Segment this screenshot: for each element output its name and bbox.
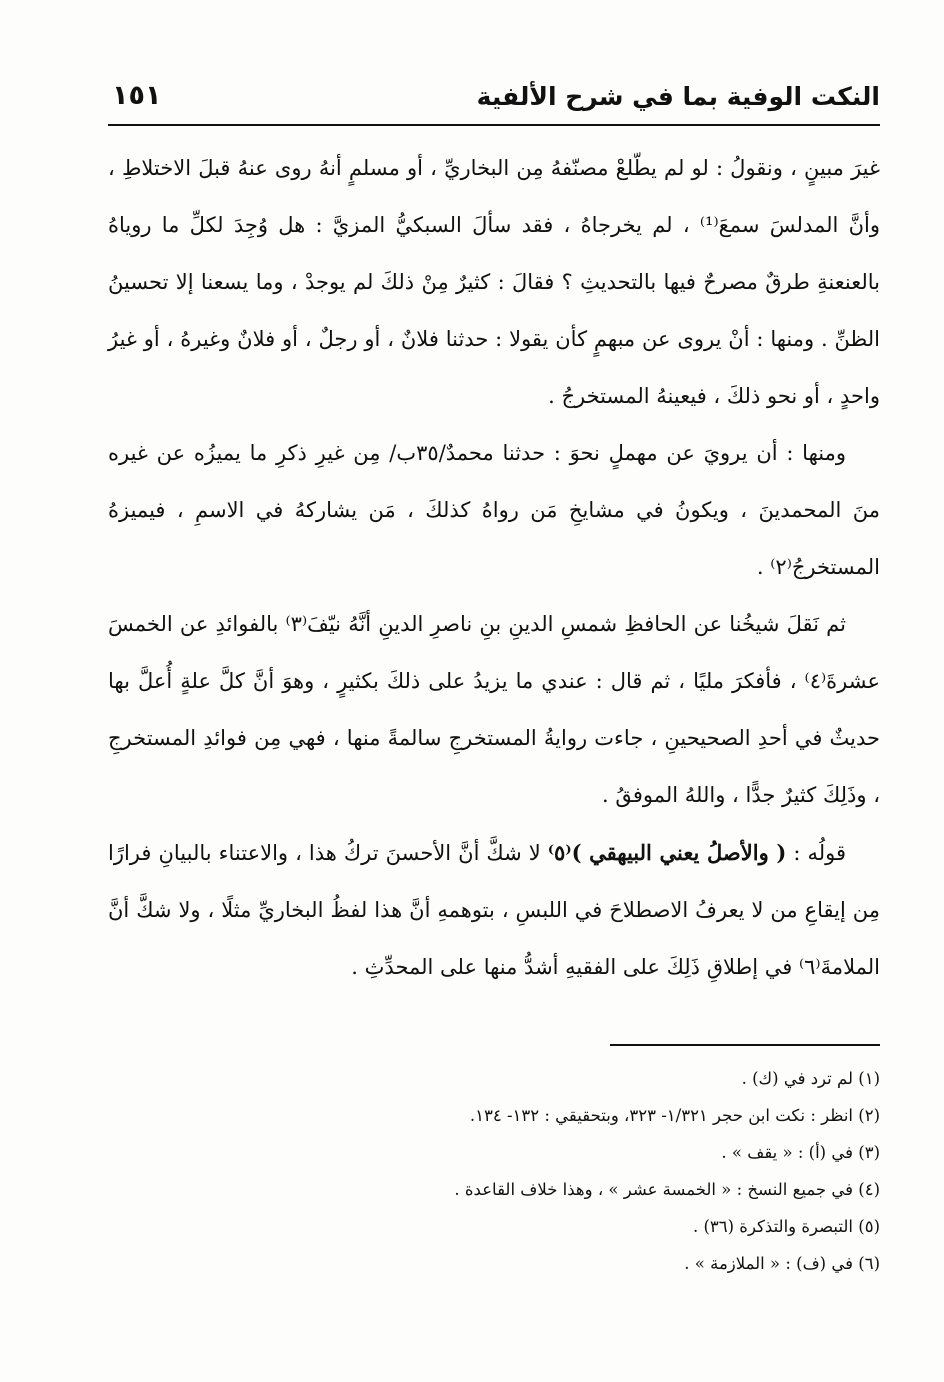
footnote-2: (٢) انظر : نكت ابن حجر ١/٣٢١- ٣٢٣، وبتحقيقي : ١٣٢- ١٣٤. xyxy=(469,1106,880,1125)
main-text xyxy=(108,140,880,996)
paragraph-4 xyxy=(108,824,880,996)
paragraph-3: ثم نَقلَ شيخُنا عن الحافظِ شمسِ الدينِ بنِ ناصرِ الدينِ أنَّهُ نيّفَ⁽٣⁾ بالفوائدِ عن الخمسَ عشرةَ⁽٤⁾ ، فأفكرَ مليًا ، ثم قال : عندي ما يزيدُ على ذلكَ بكثيرٍ ، وهوَ أنَّ كلَّ علةٍ أُعلَّ بها حديثٌ في أحدِ الصحيحينِ ، جاءت روايةُ المستخرجِ سالمةً منها ، فهي مِن فوائدِ المستخرجِ ، وذَلِكَ كثيرٌ جدًّا ، واللهُ الموفقُ . xyxy=(108,612,880,807)
footnote-3: (٣) في (أ) : « يقف » . xyxy=(721,1143,880,1162)
page-number: ١٥١ xyxy=(112,80,162,111)
footnote-separator xyxy=(610,1044,880,1046)
quoted-verse: ( والأصلُ يعني البيهقي )⁽٥⁾ xyxy=(547,840,787,865)
footnote-6: (٦) في (ف) : « الملازمة » . xyxy=(684,1254,880,1273)
footnote-5: (٥) التبصرة والتذكرة (٣٦) . xyxy=(692,1217,880,1236)
running-title: النكت الوفية بما في شرح الألفية xyxy=(476,82,880,111)
paragraph-4-rest: لا شكَّ أنَّ الأحسنَ تركُ هذا ، والاعتناء بالبيانِ فرارًا مِن إيقاعِ من لا يعرفُ الاصطلاحَ في اللبسِ ، بتوهمهِ أنَّ هذا لفظُ البخاريِّ مثلًا ، ولا شكَّ أنَّ الملامةَ⁽٦⁾ في إطلاقِ ذَلِكَ على الفقيهِ أشدُّ منها على المحدِّثِ . xyxy=(108,841,880,979)
header-rule xyxy=(108,124,880,126)
footnote-4: (٤) في جميع النسخ : « الخمسة عشر » ، وهذا خلاف القاعدة . xyxy=(454,1180,880,1199)
footnote-1: (١) لم ترد في (ك) . xyxy=(741,1069,880,1088)
page-header xyxy=(108,82,880,122)
paragraph-4-lead: قولُه : xyxy=(786,841,846,865)
paragraph-1: غيرَ مبينٍ ، ونقولُ : لو لم يطّلعْ مصنّفهُ مِن البخاريِّ ، أو مسلمٍ أنهُ روى عنهُ قبلَ الاختلاطِ ، وأنَّ المدلسَ سمعَ⁽¹⁾ ، لم يخرجاهُ ، فقد سألَ السبكيُّ المزيَّ : هل وُجِدَ لكلِّ ما روياهُ بالعنعنةِ طرقٌ مصرحٌ فيها بالتحديثِ ؟ فقالَ : كثيرٌ مِنْ ذلكَ لم يوجدْ ، وما يسعنا إلا تحسينُ الظنِّ . ومنها : أنْ يروى عن مبهمٍ كأن يقولا : حدثنا فلانٌ ، أو رجلٌ ، أو فلانٌ وغيرهُ ، أو غيرُ واحدٍ ، أو نحو ذلكَ ، فيعينهُ المستخرجُ . xyxy=(108,156,880,408)
paragraph-2: ومنها : أن يرويَ عن مهملٍ نحوَ : حدثنا محمدٌ/٣٥ب/ مِن غيرِ ذكرِ ما يميزُه عن غيره منَ المحمدينَ ، ويكونُ في مشايخِ مَن رواهُ كذلكَ ، مَن يشاركهُ في الاسمِ ، فيميزهُ المستخرجُ⁽٢⁾ . xyxy=(108,441,880,579)
footnotes xyxy=(108,1060,880,1282)
